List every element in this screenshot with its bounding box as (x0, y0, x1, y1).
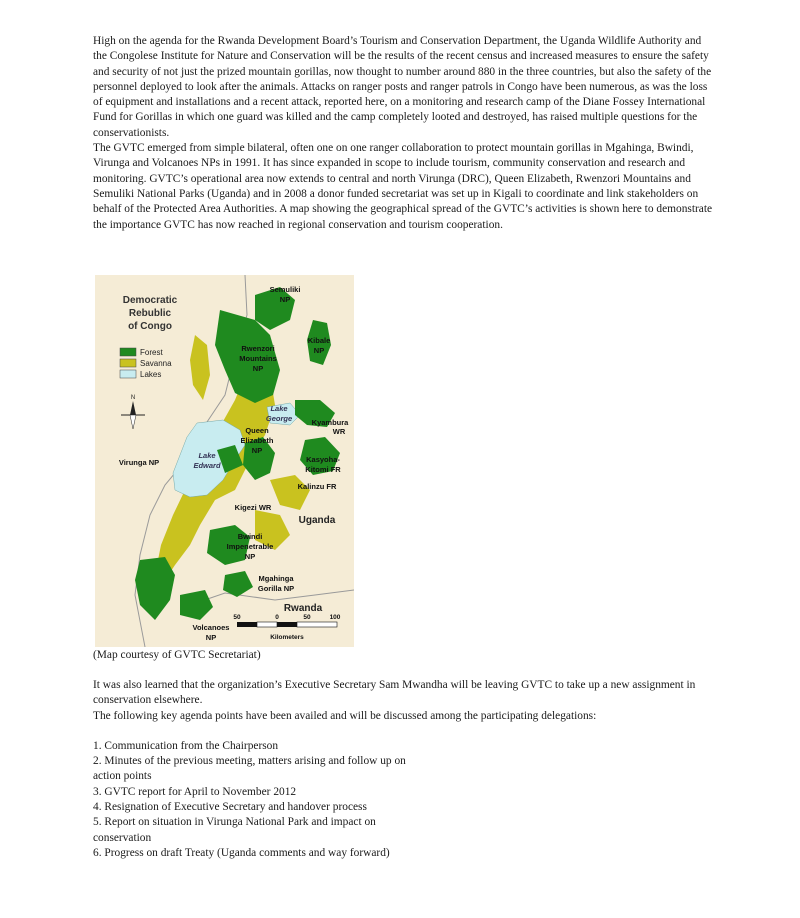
label-lake-george-2: George (265, 414, 293, 423)
agenda-list (93, 739, 433, 861)
label-volcanoes-2: NP (205, 633, 217, 642)
article-paragraph-1: High on the agenda for the Rwanda Development Board’s Tourism and Conservation Department, the Uganda Wildlife Authority and the Congolese Institute for Nature and Conservation will be the results of the recent census and increased measures to ensure the safety and security of not just the prized mountain gorillas, now thought to number around 880 in the three countries, but also the safety of the personnel deployed to look after the animals. Attacks on ranger posts and ranger patrols in Congo have been numerous, as was the loss of equipment and installations and a recent attack, reported here, on a monitoring and research camp of the Diane Fossey International Fund for Gorillas in which one guard was killed and the camp completely looted and destroyed, has raised multiple questions for the conservationists. (93, 35, 712, 139)
scale-label-0: 0 (275, 614, 279, 621)
agenda-item: 6. Progress on draft Treaty (Uganda comments and way forward) (93, 846, 390, 859)
country-label-uganda: Uganda (298, 515, 336, 526)
agenda-item: 1. Communication from the Chairperson (93, 739, 279, 752)
label-kibale-1: Kibale (307, 336, 331, 345)
country-label-drc-3: of Congo (128, 321, 172, 332)
legend-forest: Forest (140, 348, 163, 357)
label-semuliki-1: Semuliki (269, 285, 301, 294)
article-top (93, 34, 713, 233)
label-kyambura-2: WR (332, 427, 346, 436)
label-bwindi-2: Impenetrable (226, 542, 274, 551)
label-rwenzori-1: Rwenzori (241, 344, 275, 353)
label-bwindi-3: NP (244, 552, 256, 561)
label-volcanoes-1: Volcanoes (192, 623, 230, 632)
gvtc-map (95, 275, 354, 647)
label-kyambura-1: Kyambura (311, 418, 349, 427)
scale-label-50-left: 50 (233, 614, 241, 621)
article-paragraph-4: The following key agenda points have been availed and will be discussed among the participating delegations: (93, 709, 597, 722)
scale-label-50: 50 (303, 614, 311, 621)
country-label-rwanda: Rwanda (283, 603, 323, 614)
agenda-item: 4. Resignation of Executive Secretary and handover process (93, 801, 367, 814)
label-queen-1: Queen (245, 426, 269, 435)
label-queen-3: NP (251, 446, 263, 455)
legend-swatch-savanna (120, 359, 136, 367)
label-virunga: Virunga NP (118, 458, 160, 467)
north-label: N (130, 395, 136, 401)
label-rwenzori-3: NP (252, 364, 264, 373)
article-paragraph-2: The GVTC emerged from simple bilateral, often one on one ranger collaboration to protect mountain gorillas in Mgahinga, Bwindi, Virunga and Volcanoes NPs in 1991. It has since expanded in scope to include tourism, community conservation and research and monitoring. GVTC’s operational area now extends to central and north Virunga (DRC), Queen Elizabeth, Rwenzori Mountains and Semuliki National Parks (Uganda) and in 2008 a donor funded secretariat was set up in Kigali to coordinate and link stakeholders on behalf of the Protected Area Authorities. A map showing the geographical spread of the GVTC’s activities is shown here to demonstrate the importance GVTC has now reached in regional conservation and tourism cooperation. (93, 142, 713, 231)
label-kasyoha-1: Kasyoha- (306, 455, 340, 464)
label-kibale-2: NP (313, 346, 325, 355)
label-lake-edward-1: Lake (198, 451, 216, 460)
label-rwenzori-2: Mountains (239, 354, 277, 363)
label-lake-george-1: Lake (270, 404, 288, 413)
agenda-item: 3. GVTC report for April to November 2012 (93, 785, 297, 798)
scale-label-100: 100 (329, 614, 341, 621)
label-queen-2: Elizabeth (240, 436, 274, 445)
article-bottom (93, 678, 713, 861)
label-semuliki-2: NP (279, 295, 291, 304)
legend-lakes: Lakes (140, 370, 162, 379)
label-mgahinga-2: Gorilla NP (257, 584, 295, 593)
country-label-drc-2: Rebublic (128, 308, 172, 319)
label-mgahinga-1: Mgahinga (258, 574, 294, 583)
scale-unit-label: Kilometers (270, 634, 304, 641)
agenda-item: 2. Minutes of the previous meeting, matters arising and follow up on action points (93, 755, 406, 783)
label-lake-edward-2: Edward (193, 461, 221, 470)
map-caption: (Map courtesy of GVTC Secretariat) (93, 649, 261, 661)
label-kasyoha-2: Kitomi FR (305, 465, 341, 474)
legend-savanna: Savanna (140, 359, 172, 368)
label-kigezi: Kigezi WR (234, 503, 272, 512)
article-paragraph-3: It was also learned that the organization’s Executive Secretary Sam Mwandha will be leaving GVTC to take up a new assignment in conservation elsewhere. (93, 679, 696, 707)
country-label-drc-1: Democratic (122, 295, 178, 306)
label-bwindi-1: Bwindi (237, 532, 263, 541)
legend-swatch-forest (120, 348, 136, 356)
agenda-item: 5. Report on situation in Virunga National Park and impact on conservation (93, 816, 376, 844)
label-kalinzu: Kalinzu FR (297, 482, 337, 491)
legend-swatch-lakes (120, 370, 136, 378)
